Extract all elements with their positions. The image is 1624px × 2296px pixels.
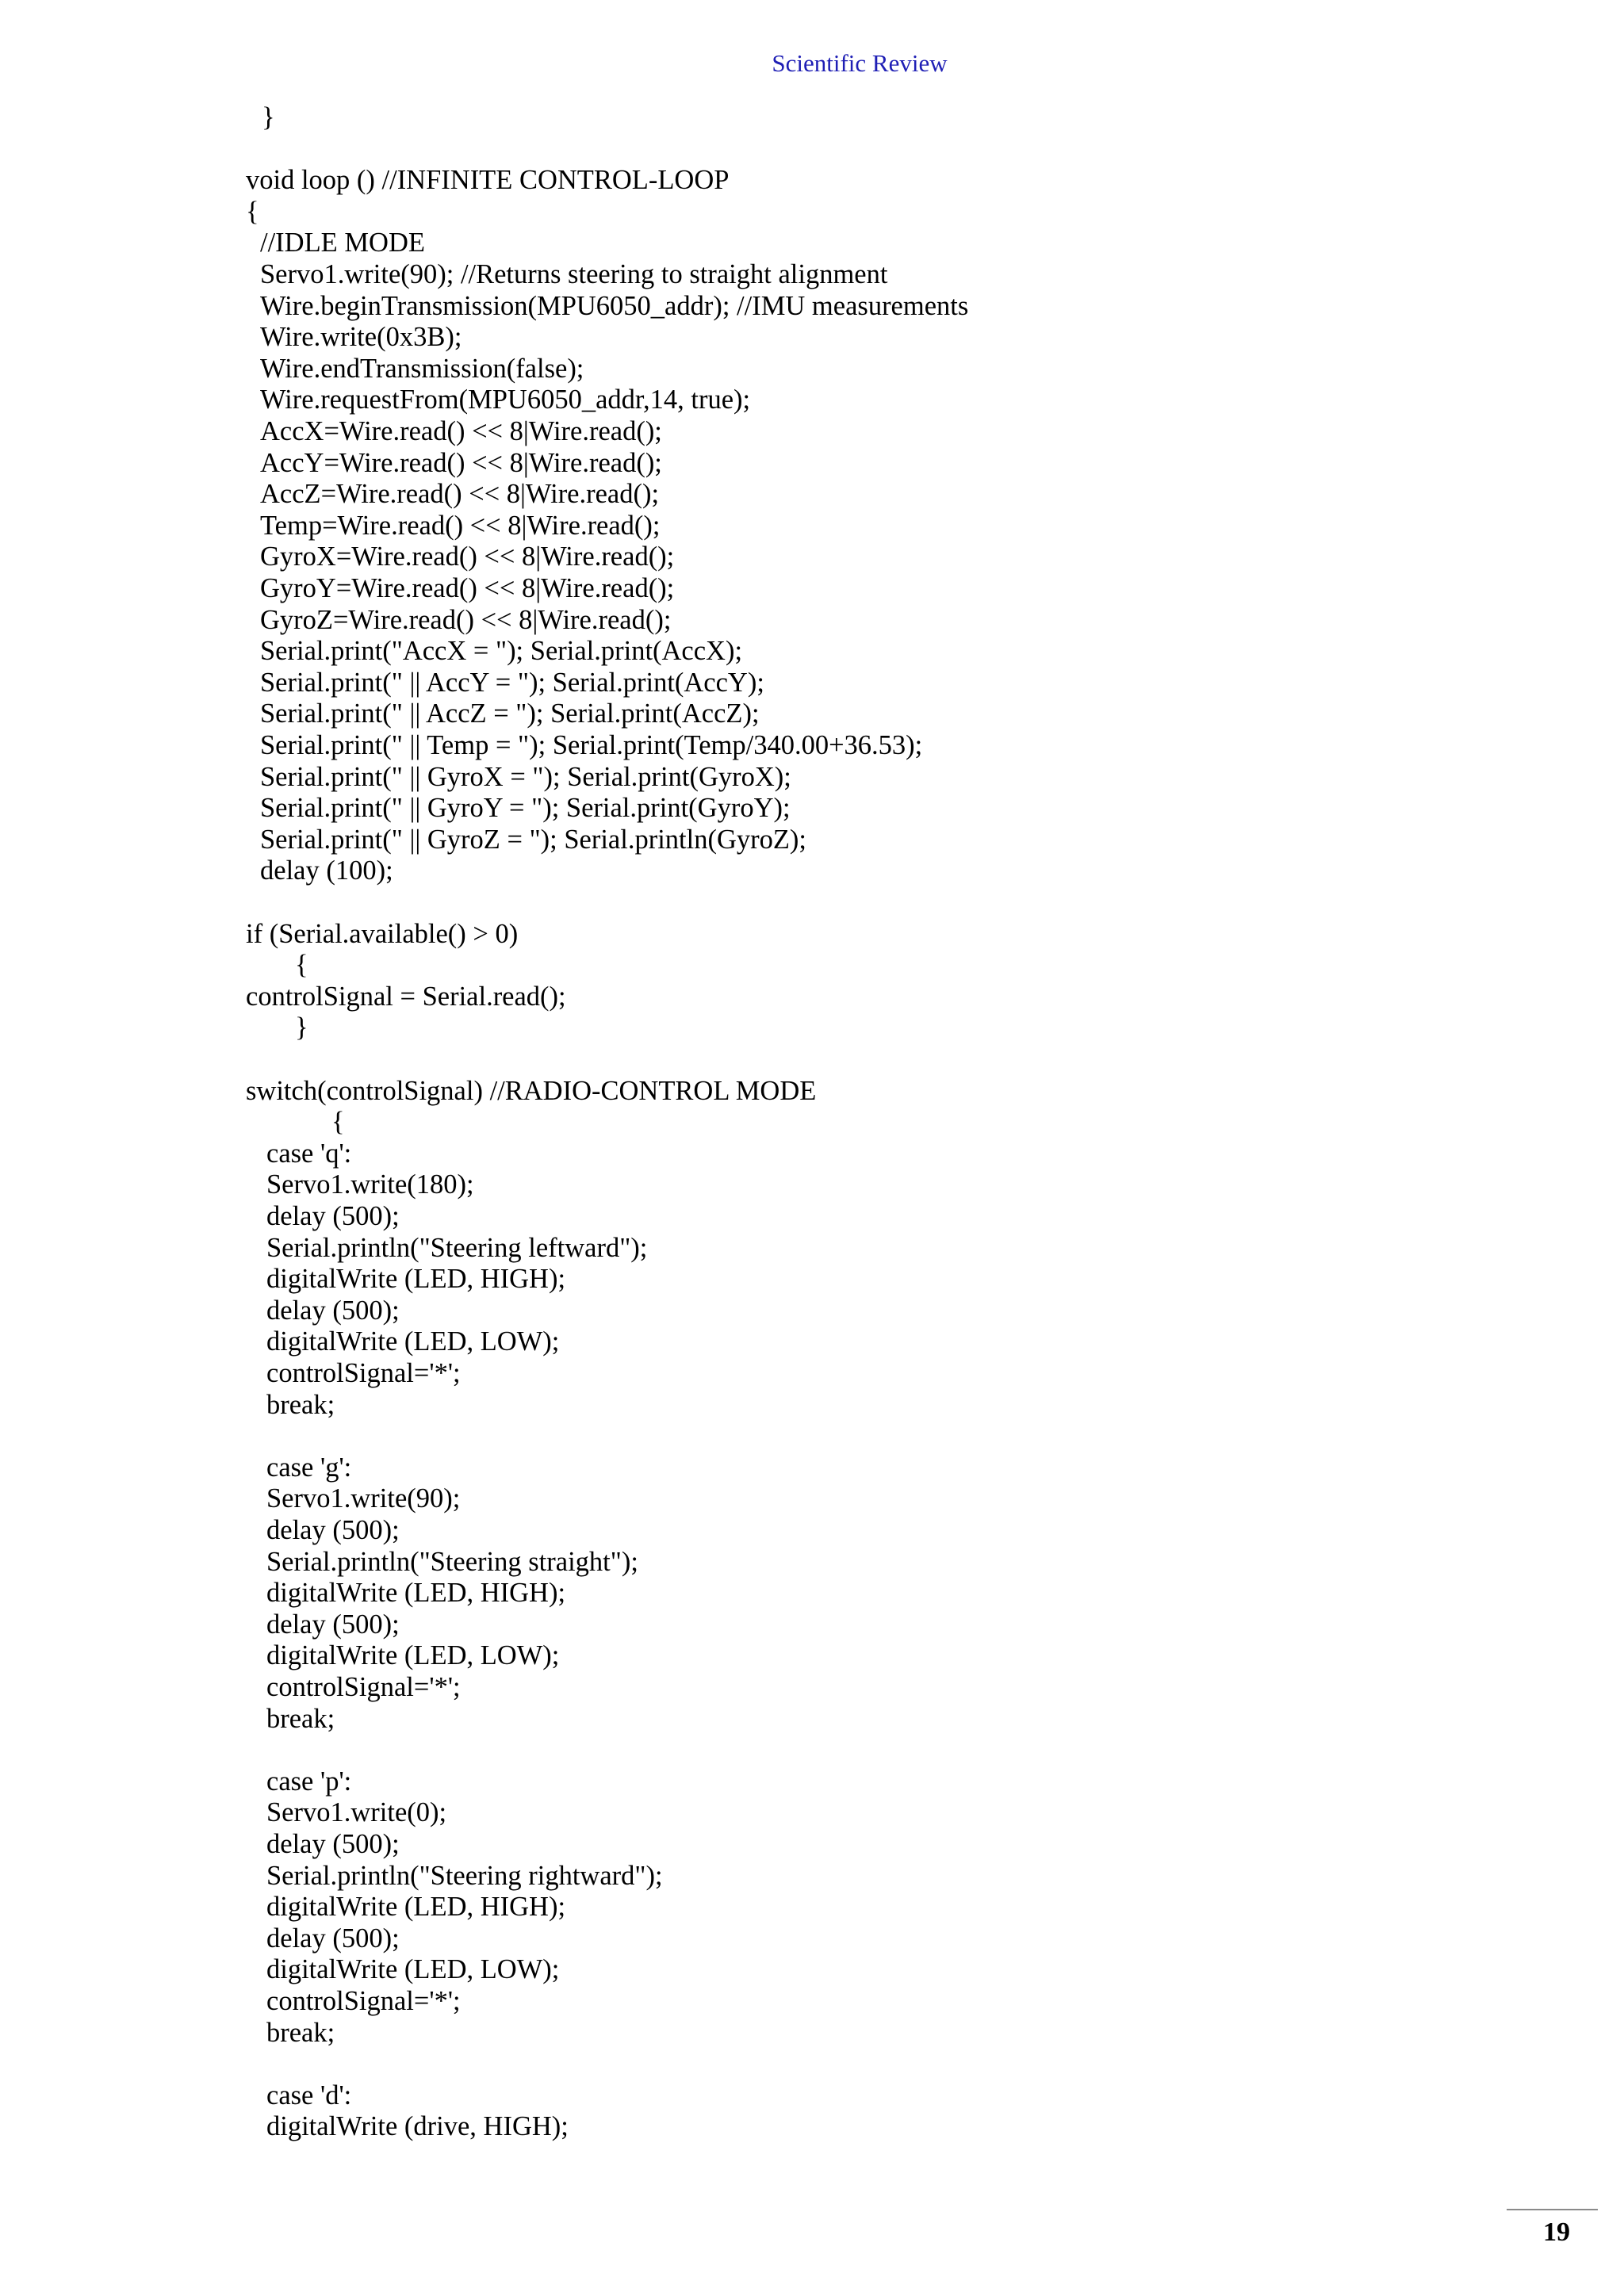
code-line: GyroZ=Wire.read() << 8|Wire.read(); (260, 604, 672, 635)
code-line: delay (100); (260, 855, 393, 886)
code-line: digitalWrite (LED, LOW); (266, 1640, 560, 1671)
code-line: Serial.print("AccX = "); Serial.print(AccX); (260, 636, 743, 667)
code-line: case 'd': (266, 2080, 352, 2110)
code-line: switch(controlSignal) //RADIO-CONTROL MODE (246, 1075, 817, 1106)
page-number: 19 (1543, 2218, 1570, 2247)
code-line: digitalWrite (LED, HIGH); (266, 1578, 566, 1609)
code-line: controlSignal='*'; (266, 1672, 461, 1702)
code-line: Serial.println("Steering rightward"); (266, 1860, 663, 1891)
code-line: delay (500); (266, 1609, 400, 1640)
code-line: Servo1.write(0); (266, 1797, 447, 1828)
code-line: delay (500); (266, 1923, 400, 1954)
code-line: digitalWrite (LED, LOW); (266, 1326, 560, 1357)
code-line: AccX=Wire.read() << 8|Wire.read(); (260, 416, 662, 446)
running-header: Scientific Review (772, 49, 948, 77)
code-line: Serial.print(" || AccZ = "); Serial.print(AccZ); (260, 698, 760, 729)
code-line: GyroY=Wire.read() << 8|Wire.read(); (260, 573, 675, 603)
code-line: Serial.print(" || Temp = "); Serial.print(Temp/340.00+36.53); (260, 730, 923, 760)
code-line: delay (500); (266, 1295, 400, 1326)
code-line: Serial.print(" || GyroX = "); Serial.print(GyroX); (260, 761, 791, 792)
code-line: digitalWrite (LED, LOW); (266, 1954, 560, 1985)
code-line: digitalWrite (LED, HIGH); (266, 1892, 566, 1923)
code-line: delay (500); (266, 1829, 400, 1859)
code-line: Servo1.write(90); (266, 1483, 461, 1514)
code-line: digitalWrite (drive, HIGH); (266, 2111, 569, 2142)
code-line: break; (266, 1389, 335, 1420)
code-line: Temp=Wire.read() << 8|Wire.read(); (260, 510, 661, 541)
code-line: controlSignal = Serial.read(); (246, 981, 566, 1012)
code-line: Wire.beginTransmission(MPU6050_addr); //IMU measurements (260, 290, 969, 321)
code-line: delay (500); (266, 1201, 400, 1231)
code-line: } (295, 1012, 308, 1043)
code-line: Serial.print(" || GyroY = "); Serial.print(GyroY); (260, 793, 791, 824)
code-line: { (246, 196, 259, 227)
code-line: Wire.endTransmission(false); (260, 353, 584, 384)
code-line: Wire.requestFrom(MPU6050_addr,14, true); (260, 385, 751, 415)
code-line: break; (266, 1703, 335, 1734)
code-line: case 'q': (266, 1138, 352, 1169)
code-line: AccZ=Wire.read() << 8|Wire.read(); (260, 479, 660, 510)
code-line: Serial.println("Steering leftward"); (266, 1232, 648, 1263)
code-line: Serial.print(" || GyroZ = "); Serial.println(GyroZ); (260, 824, 806, 855)
code-line: if (Serial.available() > 0) (246, 918, 519, 949)
code-line: controlSignal='*'; (266, 1986, 461, 2016)
code-line: { (331, 1107, 345, 1138)
code-line: case 'g': (266, 1452, 352, 1483)
code-line: GyroX=Wire.read() << 8|Wire.read(); (260, 541, 675, 572)
code-line: void loop () //INFINITE CONTROL-LOOP (246, 165, 730, 196)
code-line: } (262, 102, 275, 132)
code-line: digitalWrite (LED, HIGH); (266, 1264, 566, 1295)
code-line: break; (266, 2017, 335, 2048)
code-line: { (295, 950, 308, 981)
code-line: //IDLE MODE (260, 228, 425, 258)
footer-rule (1507, 2209, 1598, 2210)
code-line: controlSignal='*'; (266, 1358, 461, 1388)
code-line: AccY=Wire.read() << 8|Wire.read(); (260, 447, 662, 478)
code-line: Servo1.write(180); (266, 1169, 474, 1200)
code-line: Serial.print(" || AccY = "); Serial.print(AccY); (260, 667, 764, 698)
code-line: case 'p': (266, 1766, 352, 1797)
code-line: delay (500); (266, 1515, 400, 1545)
code-line: Serial.println("Steering straight"); (266, 1546, 638, 1577)
code-line: Servo1.write(90); //Returns steering to straight alignment (260, 259, 888, 289)
code-line: Wire.write(0x3B); (260, 322, 462, 353)
